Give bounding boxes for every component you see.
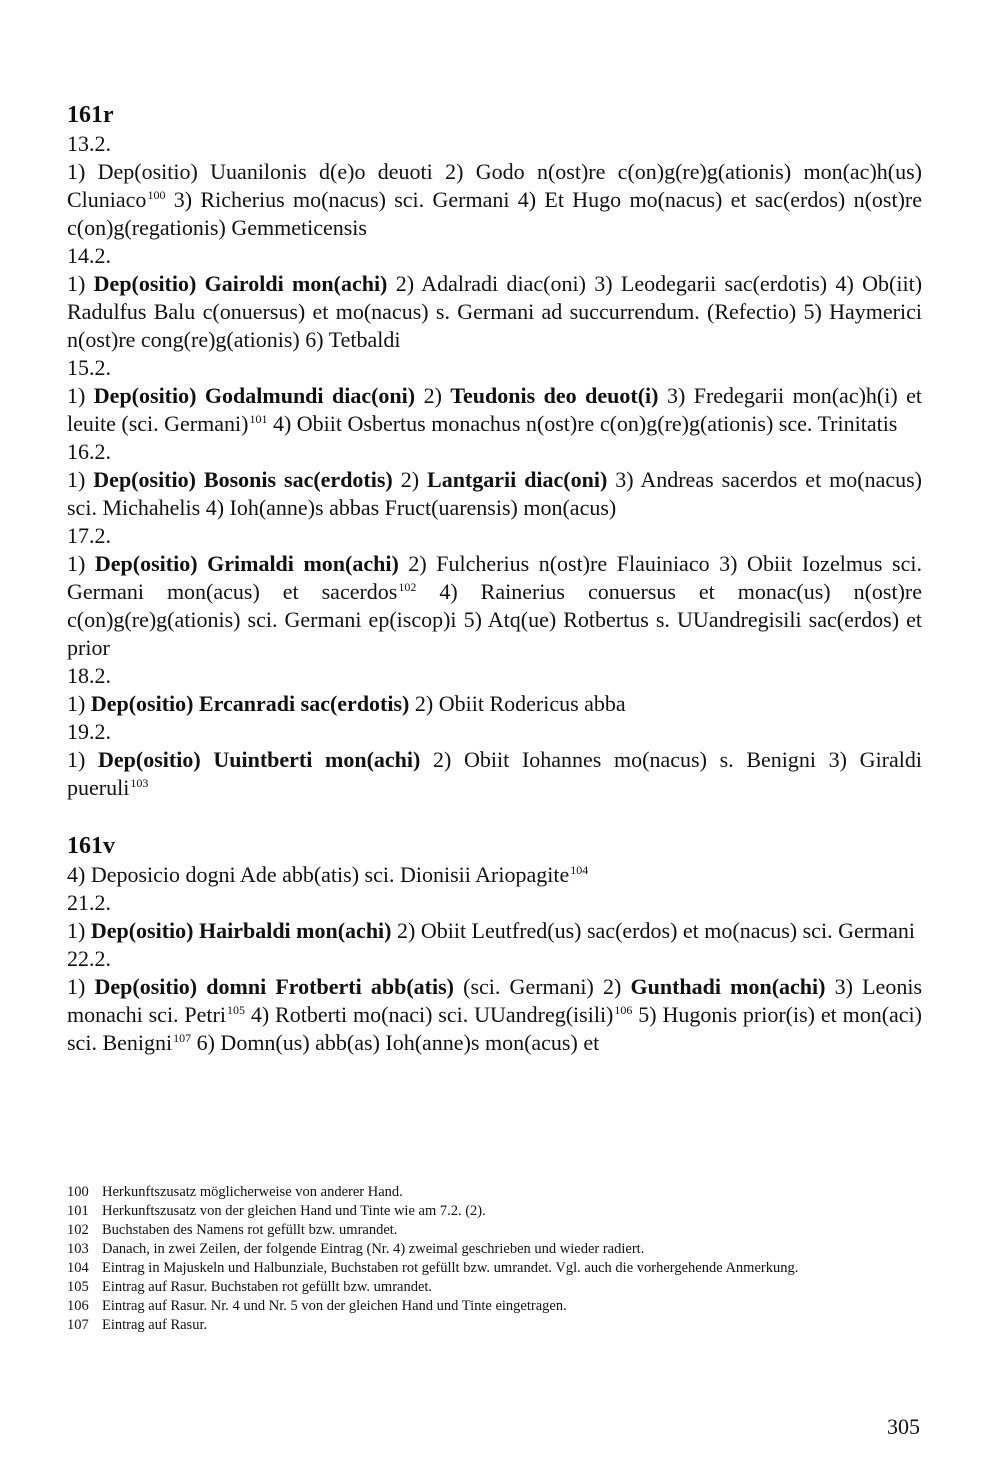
entry-fragment: 2) Fulcherius n(ost)re Flauiniaco 3) Obiit Iozelmus sci. Germani mon(acus) et sacerdos <box>67 551 922 604</box>
footnote-number: 102 <box>67 1222 89 1238</box>
entry-fragment: 4) Obiit Osbertus monachus n(ost)re c(on)g(re)g(ationis) sce. Trinitatis <box>267 411 898 436</box>
bold-name: Dep(ositio) Ercanradi sac(erdotis) <box>90 691 410 716</box>
footnote-number: 100 <box>67 1184 89 1200</box>
footnote <box>67 1297 922 1316</box>
entry-fragment: 4) Rotberti mo(naci) sci. UUandreg(isili) <box>244 1002 614 1027</box>
bold-name: Lantgarii diac(oni) <box>427 467 608 492</box>
entry-text <box>67 690 922 718</box>
entry-fragment: 1) <box>67 747 99 772</box>
entry-date: 14.2. <box>67 243 111 268</box>
entry-fragment: 1) <box>67 467 94 492</box>
entry-date: 16.2. <box>67 439 111 464</box>
footnote-ref: 105 <box>226 1003 245 1017</box>
footnotes <box>67 1183 922 1335</box>
folio-heading: 161v <box>67 833 115 859</box>
entry-fragment: 3) Leonis monachi sci. Petri <box>67 974 922 1027</box>
footnote <box>67 1183 922 1202</box>
footnote-ref: 101 <box>249 412 268 426</box>
footnote-ref: 107 <box>173 1031 192 1045</box>
entry-text <box>67 973 922 1057</box>
footnote <box>67 1202 922 1221</box>
footnote-number: 104 <box>67 1260 89 1276</box>
bold-name: Dep(ositio) Uuintberti mon(achi) <box>98 747 421 772</box>
entry-fragment: 3) Fredegarii mon(ac)h(i) et leuite (sci. Germani) <box>67 383 923 436</box>
entry-date: 17.2. <box>67 523 111 548</box>
page-number: 305 <box>887 1414 920 1439</box>
entry-text <box>67 270 922 354</box>
entry-text <box>67 158 922 242</box>
entry-fragment: 1) <box>67 974 95 999</box>
bold-name: Dep(ositio) Hairbaldi mon(achi) <box>90 918 392 943</box>
entry-fragment: 1) <box>67 551 95 576</box>
footnote-text: Danach, in zwei Zeilen, der folgende Eintrag (Nr. 4) zweimal geschrieben und wieder radiert. <box>102 1241 645 1257</box>
footnote-number: 103 <box>67 1241 89 1257</box>
entry-fragment: 3) Andreas sacerdos et mo(nacus) sci. Michahelis 4) Ioh(anne)s abbas Fruct(uarensis) mon(acus) <box>67 467 922 520</box>
footnote-ref: 100 <box>147 188 166 202</box>
footnote-text: Eintrag in Majuskeln und Halbunziale, Buchstaben rot gefüllt bzw. umrandet. Vgl. auch die vorhergehende Anmerkung. <box>102 1260 799 1276</box>
footnote-text: Eintrag auf Rasur. <box>102 1317 208 1333</box>
entry-fragment: 1) <box>67 691 91 716</box>
entry-fragment: 1) Dep(ositio) Uuanilonis d(e)o deuoti 2) Godo n(ost)re c(on)g(re)g(ationis) mon(ac)h(us) Cluniaco <box>67 159 922 212</box>
bold-name: Dep(ositio) Grimaldi mon(achi) <box>94 551 399 576</box>
footnote-text: Herkunftszusatz von der gleichen Hand und Tinte wie am 7.2. (2). <box>102 1203 486 1219</box>
entry-fragment: 4) Rainerius conuersus et monac(us) n(ost)re c(on)g(re)g(ationis) sci. Germani ep(iscop)i 5) Atq(ue) Rotbertus s. UUandregisili sac(erdos) et prior <box>67 579 922 660</box>
footnote <box>67 1259 922 1278</box>
entry-fragment: 1) <box>67 383 94 408</box>
footnote-number: 105 <box>67 1279 89 1295</box>
entry-date: 19.2. <box>67 719 111 744</box>
footnote <box>67 1316 922 1335</box>
entry-text <box>67 382 922 438</box>
bold-name: Dep(ositio) Godalmundi diac(oni) <box>93 383 416 408</box>
entry-fragment: 2) <box>392 467 428 492</box>
footnote-number: 106 <box>67 1298 89 1314</box>
footnote-number: 101 <box>67 1203 89 1219</box>
entry-fragment: 2) Obiit Leutfred(us) sac(erdos) et mo(nacus) sci. Germani <box>391 918 916 943</box>
footnote <box>67 1221 922 1240</box>
entry-text <box>67 917 922 945</box>
footnote-ref: 103 <box>130 776 149 790</box>
entry-fragment: 3) Richerius mo(nacus) sci. Germani 4) Et Hugo mo(nacus) et sac(erdos) n(ost)re c(on)g(regationis) Gemmeticensis <box>67 187 922 240</box>
footnote-text: Eintrag auf Rasur. Nr. 4 und Nr. 5 von der gleichen Hand und Tinte eingetragen. <box>102 1298 567 1314</box>
entry-text <box>67 550 922 662</box>
entry-fragment: 2) Adalradi diac(oni) 3) Leodegarii sac(erdotis) 4) Ob(iit) Radulfus Balu c(onuersus) et mo(nacus) s. Germani ad succurrendum. (Refectio) 5) Haymerici n(ost)re cong(re)g(ationis) 6) Tetbaldi <box>67 271 923 352</box>
bold-name: Dep(ositio) Bosonis sac(erdotis) <box>93 467 393 492</box>
entry-date: 21.2. <box>67 890 111 915</box>
entry-date: 22.2. <box>67 946 111 971</box>
bold-name: Teudonis deo deuot(i) <box>450 383 659 408</box>
entry-text <box>67 861 922 889</box>
footnote <box>67 1278 922 1297</box>
entry-fragment: 1) <box>67 918 91 943</box>
entry-fragment: 4) Deposicio dogni Ade abb(atis) sci. Dionisii Ariopagite <box>67 862 570 887</box>
bold-name: Dep(ositio) Gairoldi mon(achi) <box>93 271 388 296</box>
entry-date: 13.2. <box>67 131 111 156</box>
footnote <box>67 1240 922 1259</box>
bold-name: Gunthadi mon(achi) <box>630 974 826 999</box>
bold-name: Dep(ositio) domni Frotberti abb(atis) <box>94 974 454 999</box>
footnote-number: 107 <box>67 1317 89 1333</box>
entry-fragment: 1) <box>67 271 94 296</box>
footnote-ref: 106 <box>614 1003 633 1017</box>
entry-date: 18.2. <box>67 663 111 688</box>
entries-body <box>67 100 922 1057</box>
footnote-text: Herkunftszusatz möglicherweise von anderer Hand. <box>102 1184 403 1200</box>
footnote-ref: 104 <box>570 863 589 877</box>
entry-fragment: 2) Obiit Rodericus abba <box>409 691 626 716</box>
footnote-text: Buchstaben des Namens rot gefüllt bzw. umrandet. <box>102 1222 398 1238</box>
entry-fragment: 6) Domn(us) abb(as) Ioh(anne)s mon(acus) et <box>191 1030 600 1055</box>
entry-fragment: 2) Obiit Iohannes mo(nacus) s. Benigni 3) Giraldi pueruli <box>67 747 922 800</box>
entry-fragment: (sci. Germani) 2) <box>453 974 631 999</box>
footnote-ref: 102 <box>398 580 417 594</box>
entry-text <box>67 746 922 802</box>
entry-date: 15.2. <box>67 355 111 380</box>
entry-fragment: 5) Hugonis prior(is) et mon(aci) sci. Benigni <box>67 1002 922 1055</box>
entry-fragment: 2) <box>415 383 451 408</box>
folio-heading: 161r <box>67 102 114 128</box>
entry-text <box>67 466 922 522</box>
footnote-text: Eintrag auf Rasur. Buchstaben rot gefüllt bzw. umrandet. <box>102 1279 433 1295</box>
